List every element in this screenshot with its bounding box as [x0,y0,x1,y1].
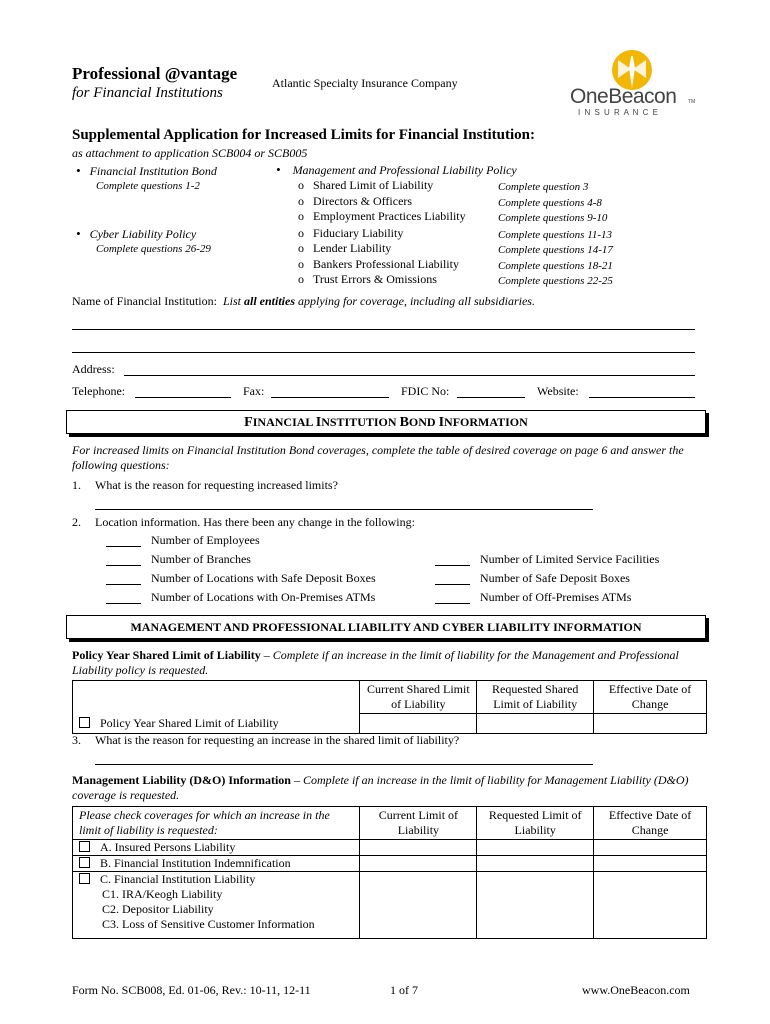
policy-bond-note: Complete questions 1-2 [96,180,200,192]
checkbox[interactable] [79,857,90,868]
mgmt-note: Complete questions 4-8 [498,196,602,209]
policy-cyber: • Cyber Liability Policy [76,226,197,241]
safe-dep-boxes-blank[interactable] [435,584,470,585]
mgmt-liability-intro: Management Liability (D&O) Information – Complete if an increase in the limit of liability for Management Liability (D&O) coverage is requested. [72,773,689,802]
mgmt-subrow-c2: C2. Depositor Liability [102,902,214,916]
mgmt-col-effective: Effective Date of Change [594,807,707,840]
shared-current-cell[interactable] [360,714,477,734]
footer-website[interactable]: www.OneBeacon.com [582,983,690,997]
limited-service-blank[interactable] [435,565,470,566]
employees-label: Number of Employees [151,533,260,547]
mgmt-note: Complete questions 14-17 [498,244,613,256]
mgmt-item: o Employment Practices Liability [298,209,466,223]
fdic-label: FDIC No: [401,384,450,398]
logo-wordmark: OneBeacon [570,85,677,108]
checkbox[interactable] [79,841,90,852]
mgmt-notes [498,180,613,290]
question-3-text: What is the reason for requesting an increase in the shared limit of liability? [95,733,460,747]
safe-dep-locations-label: Number of Locations with Safe Deposit Boxes [151,571,376,585]
mgmt-item: o Shared Limit of Liability [298,178,434,192]
question-1-text: What is the reason for requesting increased limits? [95,478,338,492]
mgmt-cell[interactable] [360,840,477,856]
attachment-note: as attachment to application SCB004 or SCB005 [72,146,308,160]
branches-label: Number of Branches [151,552,251,566]
page-title: Supplemental Application for Increased Limits for Financial Institution: [72,127,535,143]
institution-name-line-2[interactable] [72,352,695,353]
mgmt-item: o Lender Liability [298,241,392,255]
checkbox[interactable] [79,717,90,728]
atm-locations-label: Number of Locations with On-Premises ATMs [151,590,376,604]
mgmt-cell[interactable] [477,840,594,856]
employees-blank[interactable] [106,546,141,547]
mgmt-col-requested: Requested Limit of Liability [477,807,594,840]
institution-name-line-1[interactable] [72,329,695,330]
policy-cyber-note: Complete questions 26-29 [96,243,211,255]
fdic-field[interactable] [457,397,525,398]
logo-tm: TM [688,99,696,105]
telephone-label: Telephone: [72,384,126,398]
website-label: Website: [537,384,579,398]
mgmt-cell[interactable] [594,872,707,939]
shared-limit-table [72,680,707,734]
question-2-text: Location information. Has there been any change in the following: [95,515,415,529]
product-name: Professional @vantage [72,64,238,83]
onebeacon-logo [560,48,710,122]
mgmt-note: Complete questions 11-13 [498,228,613,241]
mgmt-row-a[interactable]: A. Insured Persons Liability [73,840,360,856]
policy-bond: • Financial Institution Bond [76,163,217,178]
mgmt-cell[interactable] [594,840,707,856]
mgmt-row-b[interactable]: B. Financial Institution Indemnification [73,856,360,872]
mgmt-cell[interactable] [477,872,594,939]
mgmt-cell[interactable] [594,856,707,872]
section-bond-header: FINANCIAL INSTITUTION BOND INFORMATION [66,410,706,434]
shared-col-effective: Effective Date of Change [594,681,707,714]
institution-name-label: Name of Financial Institution: List all entities applying for coverage, including all subsidiaries. [72,294,535,308]
shared-limit-intro: Policy Year Shared Limit of Liability – Complete if an increase in the limit of liability for the Management and Professional Liability policy is requested. [72,648,679,677]
mgmt-liability-table [72,806,707,939]
mgmt-item: o Directors & Officers [298,193,413,208]
company-name: Atlantic Specialty Insurance Company [272,76,458,90]
mgmt-items [298,178,466,288]
shared-requested-cell[interactable] [477,714,594,734]
bond-intro: For increased limits on Financial Institution Bond coverages, complete the table of desired coverage on page 6 and answer the following questions: [72,443,684,472]
section-mgmt-header: MANAGEMENT AND PROFESSIONAL LIABILITY AND CYBER LIABILITY INFORMATION [66,615,706,639]
mgmt-cell[interactable] [360,856,477,872]
mgmt-note: Complete questions 22-25 [498,275,613,287]
shared-effective-cell[interactable] [594,714,707,734]
product-subtitle: for Financial Institutions [72,85,223,101]
safe-dep-boxes-label: Number of Safe Deposit Boxes [480,571,630,585]
mgmt-note: Complete questions 18-21 [498,259,613,272]
mgmt-row-c[interactable]: C. Financial Institution Liability C1. IRA/Keogh Liability C2. Depositor Liability C3. Loss of Sensitive Customer Information [73,872,360,939]
mgmt-col-current: Current Limit of Liability [360,807,477,840]
question-1-num: 1. [72,478,81,492]
question-1-answer[interactable] [95,509,593,510]
shared-table-blank [73,681,360,714]
question-3-answer[interactable] [95,764,593,765]
shared-row-label[interactable]: Policy Year Shared Limit of Liability [73,714,360,734]
shared-col-current: Current Shared Limit of Liability [360,681,477,714]
mgmt-note: Complete questions 9-10 [498,212,608,224]
fax-field[interactable] [271,397,389,398]
mgmt-instr: Please check coverages for which an increase in the limit of liability is requested: [73,807,360,840]
question-3-num: 3. [72,733,81,747]
footer-form-number: Form No. SCB008, Ed. 01-06, Rev.: 10-11, 12-11 [72,983,311,997]
mgmt-subrow-c3: C3. Loss of Sensitive Customer Information [102,917,315,931]
mgmt-cell[interactable] [477,856,594,872]
shared-col-requested: Requested Shared Limit of Liability [477,681,594,714]
offsite-atms-blank[interactable] [435,603,470,604]
footer-page: 1 of 7 [390,983,418,997]
checkbox[interactable] [79,873,90,884]
mgmt-subrow-c1: C1. IRA/Keogh Liability [102,887,223,901]
telephone-field[interactable] [135,397,231,398]
logo-insurance: I N S U R A N C E [578,108,660,117]
mgmt-note: Complete question 3 [498,181,589,193]
atm-locations-blank[interactable] [106,603,141,604]
website-field[interactable] [589,397,695,398]
question-2-num: 2. [72,515,81,529]
mgmt-cell[interactable] [360,872,477,939]
limited-service-label: Number of Limited Service Facilities [480,552,660,566]
mgmt-item: o Trust Errors & Omissions [298,272,437,286]
mgmt-item: o Fiduciary Liability [298,225,404,240]
safe-dep-locations-blank[interactable] [106,584,141,585]
address-label: Address: [72,362,115,376]
branches-blank[interactable] [106,565,141,566]
offsite-atms-label: Number of Off-Premises ATMs [480,590,632,604]
mgmt-item: o Bankers Professional Liability [298,256,459,271]
address-field[interactable] [124,375,695,376]
fax-label: Fax: [243,384,265,398]
policy-mgmt: • Management and Professional Liability Policy [276,162,517,177]
